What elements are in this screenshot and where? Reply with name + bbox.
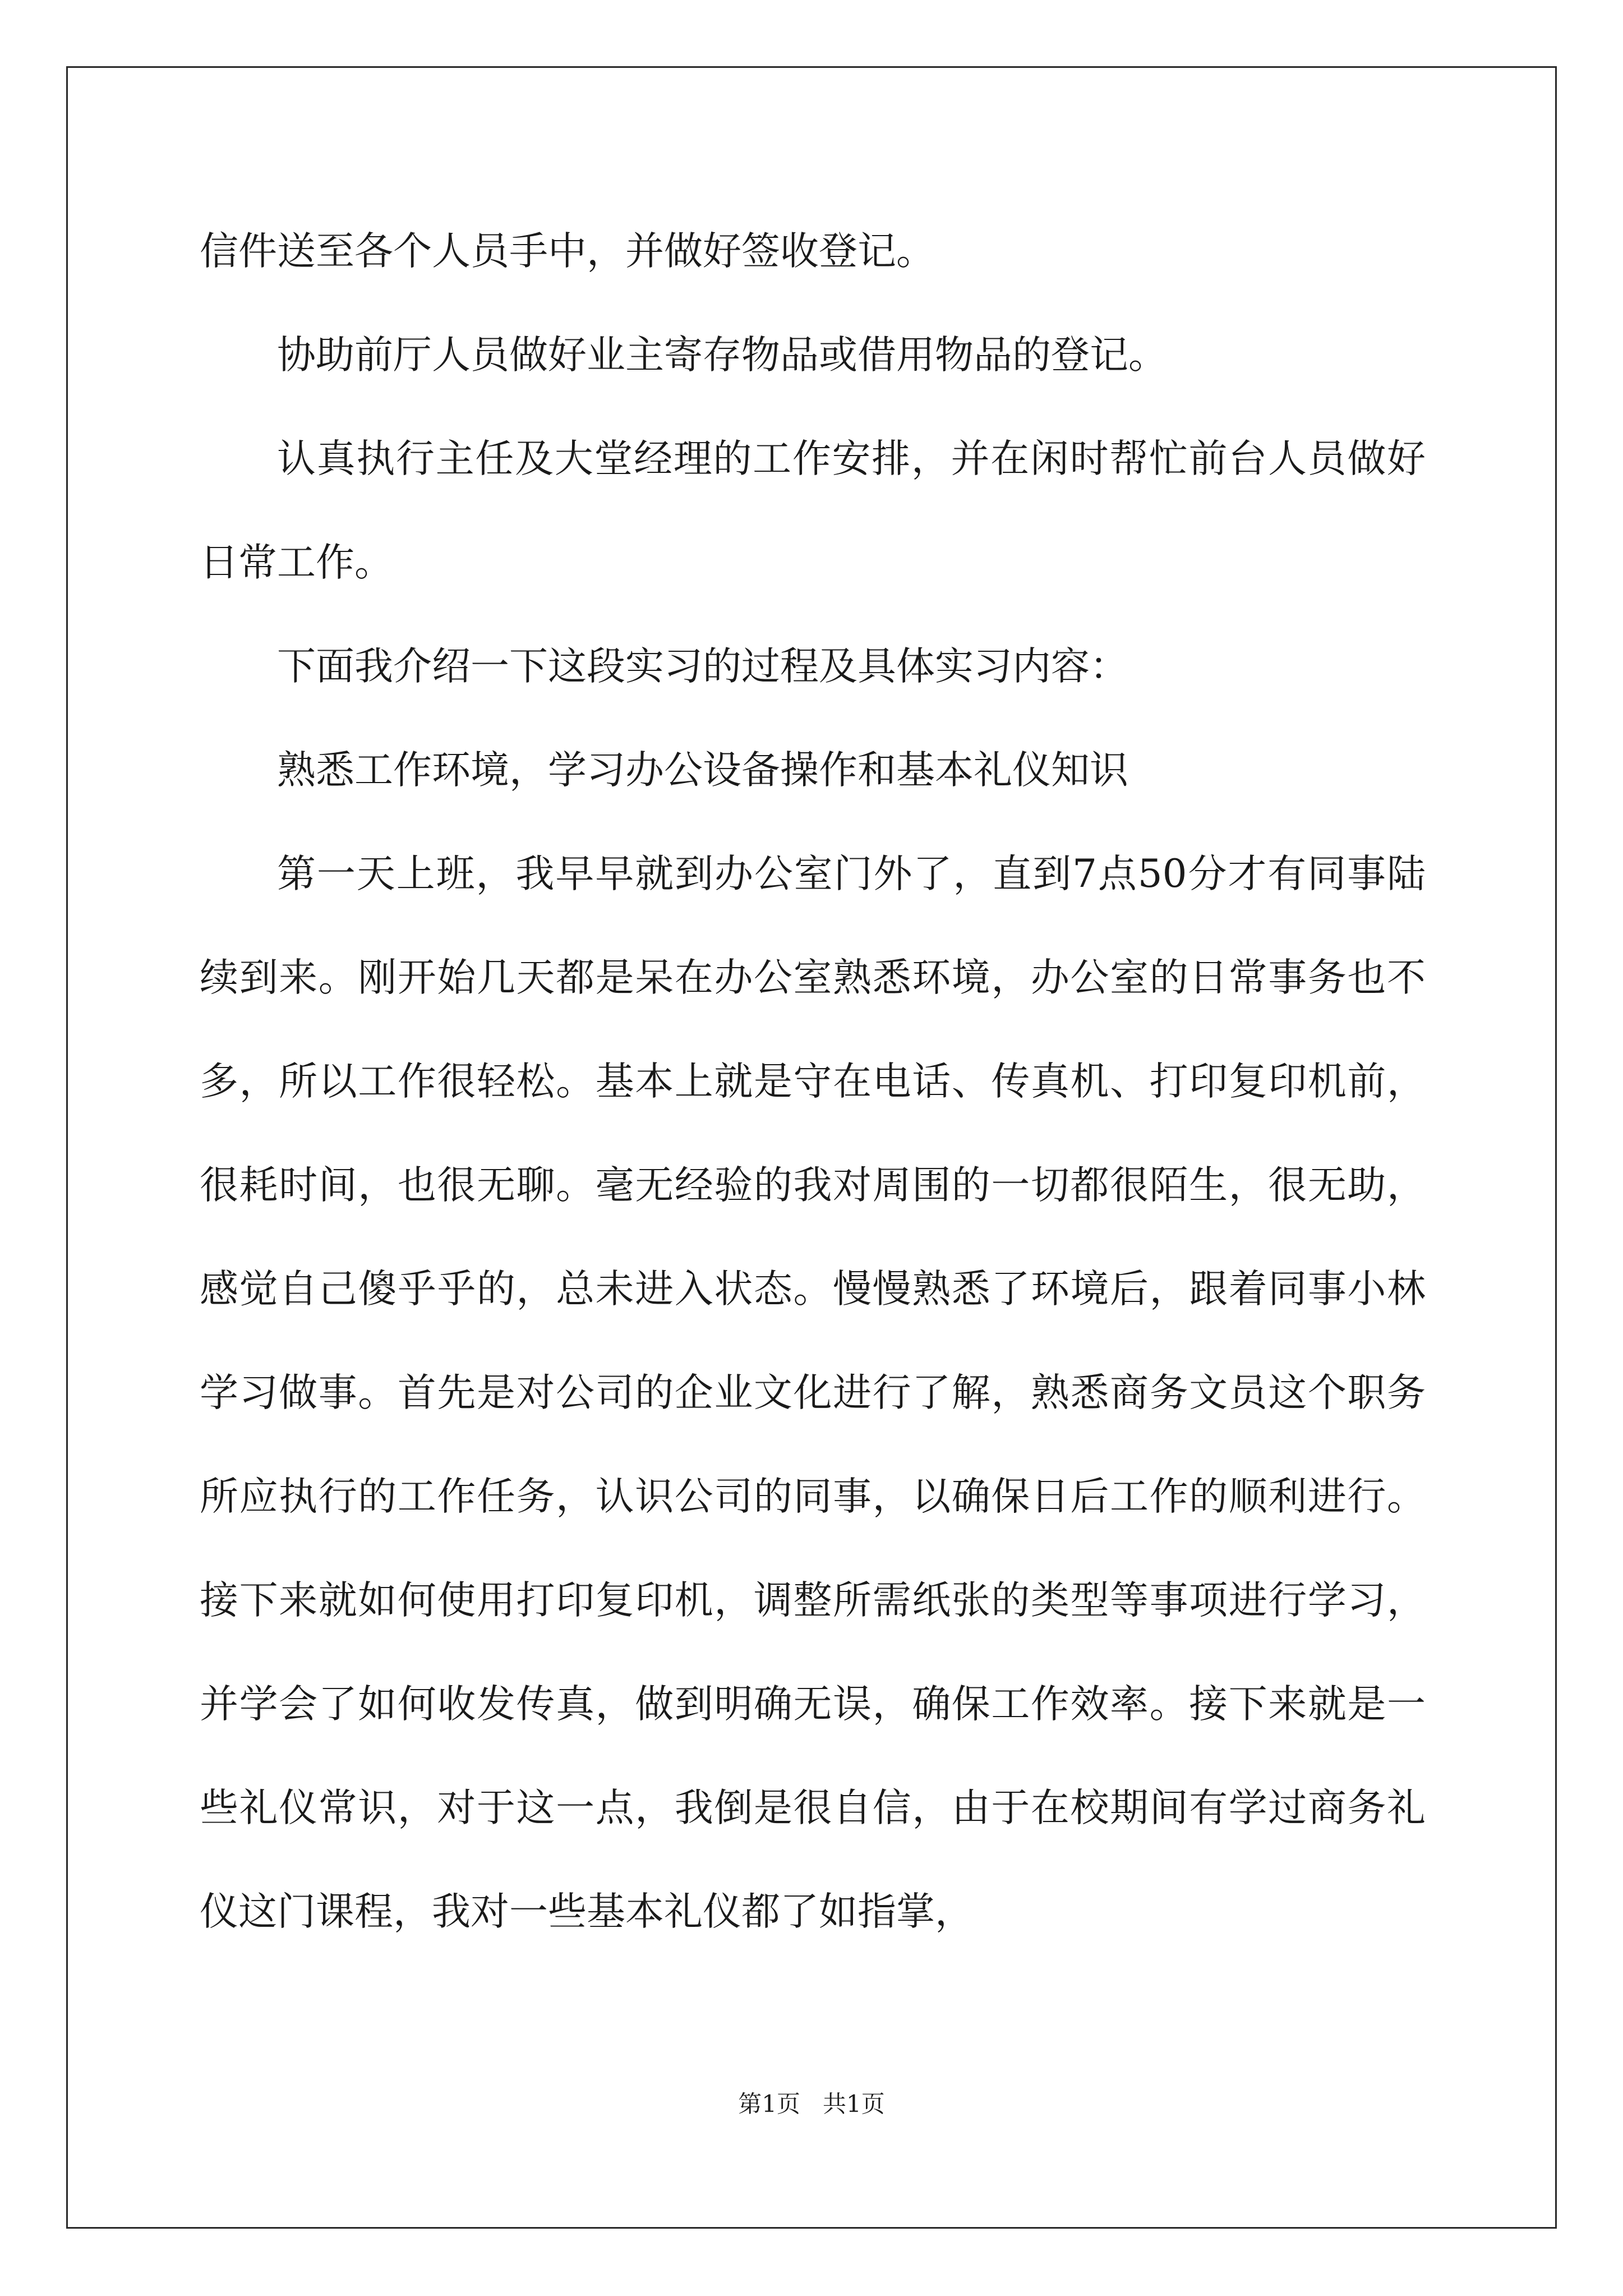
section-heading: 熟悉工作环境，学习办公设备操作和基本礼仪知识: [277, 748, 1128, 793]
paragraph-4: 下面我介绍一下这段实习的过程及具体实习内容：: [277, 644, 1128, 689]
paragraph-6: 第一天上班，我早早就到办公室门外了，直到7点50分才有同事陆续到来。刚开始几天都是呆在办公室熟悉环境，办公室的日常事务也不多，所以工作很轻松。基本上就是守在电话、传真机、打印复印机前，很耗时间，也很无聊。毫无经验的我对周围的一切都很陌生，很无助，感觉自己傻乎乎的，总未进入状态。慢慢熟悉了环境后，跟着同事小林学习做事。首先是对公司的企业文化进行了解，熟悉商务文员这个职务所应执行的工作任务，认识公司的同事，以确保日后工作的顺利进行。接下来就如何使用打印复印机，调整所需纸张的类型等事项进行学习，并学会了如何收发传真，做到明确无误，确保工作效率。接下来就是一些礼仪常识，对于这一点，我倒是很自信，由于在校期间有学过商务礼仪这门课程，我对一些基本礼仪都了如指掌，: [200, 852, 1426, 1934]
page-number-footer: 第1页 共1页: [738, 2090, 885, 2118]
document-body: [200, 200, 1426, 1964]
paragraph-2: 协助前厅人员做好业主寄存物品或借用物品的登记。: [277, 333, 1167, 378]
paragraph-1: 信件送至各个人员手中，并做好签收登记。: [200, 229, 935, 274]
paragraph-3: 认真执行主任及大堂经理的工作安排，并在闲时帮忙前台人员做好日常工作。: [200, 436, 1426, 585]
